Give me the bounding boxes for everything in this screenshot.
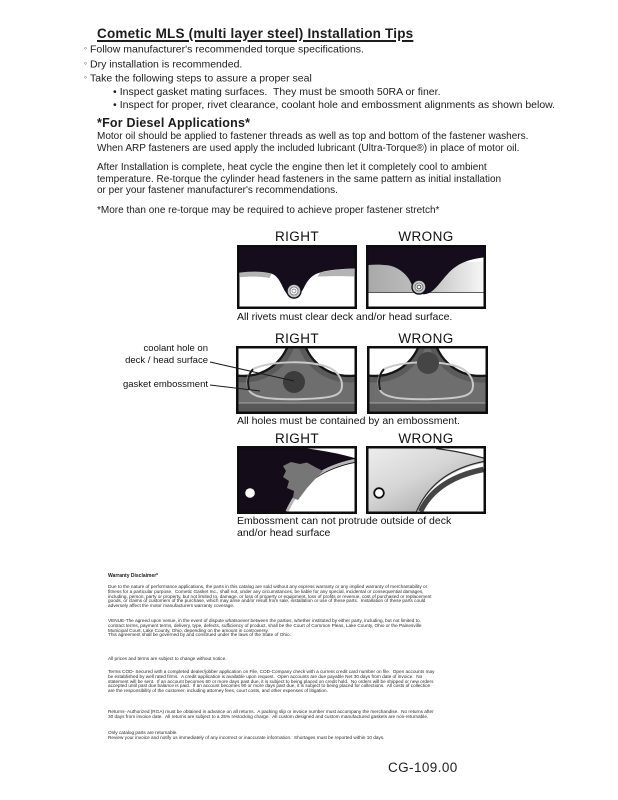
legal-line: including, person, party or property, but not limited to, damage, or loss of property or equipment, loss of profits or revenue, cost of purchased or replacement <box>108 593 432 599</box>
coolant-hole-label <box>98 343 208 366</box>
paragraph-line: temperature. Re-torque the cylinder head fasteners in the same pattern as initial installation <box>97 173 502 185</box>
diagram-embossment-wrong <box>366 446 486 514</box>
legal-line: fitness for a particular purpose. Cometic Gasket Inc., shall not, under any circumstances, be liable for any special, incidental or consequential damages, <box>108 588 424 594</box>
legal-line: This agreement shall be governed by and construed under the laws of the State of Ohio. <box>108 632 291 638</box>
legal-paragraph <box>108 731 384 741</box>
bullet-icon: • <box>113 85 117 98</box>
legal-line: Municipal Court, Lake County, Ohio, depending on the amount in controversy. <box>108 627 269 633</box>
legal-line: Only catalog parts are returnable. <box>108 730 178 735</box>
list-item-text: Dry installation is recommended. <box>90 58 243 70</box>
diagram-rivet-right <box>237 245 357 309</box>
legal-line: are the responsibility of the customer, including attorney fees, court costs, and other expenses of litigation. <box>108 688 328 694</box>
paragraph-line: or per your fastener manufacturer's recommendations. <box>97 185 338 196</box>
list-item <box>84 57 555 72</box>
paragraph-line: Motor oil should be applied to fastener threads as well as top and bottom of the fastener washers. <box>97 131 529 142</box>
legal-line: goods, or claims of customers of the purchase, which may arise and/or result from sale, installation or use of these parts. Installation of these parts could <box>108 598 426 604</box>
legal-line: statement will be sent. If an account becomes 60 or more days past due, it is subject to being placed on credit hold. No orders will be shipped or new orders <box>108 678 434 684</box>
wrong-label: WRONG <box>398 431 454 446</box>
label-line: coolant hole on <box>143 343 208 354</box>
legal-line: VENUE-The agreed upon venue, in the event of dispute whatsoever between the parties, whether instituted by either party, including, but not limited to, <box>108 618 421 623</box>
wrong-label: WRONG <box>398 331 454 346</box>
legal-line: Returns- Authorized (RGA) must be obtained in advance on all returns. A packing slip or invoice number must accompany the merchandise. No returns after <box>108 709 434 714</box>
list-item-text: Follow manufacturer's recommended torque specifications. <box>90 43 364 56</box>
installation-tips-list <box>84 42 555 112</box>
legal-line: 30 days from invoice date. All returns are subject to a 25% restocking charge. All custom designed and custom manufactured gaskets are non-returnable. <box>108 713 429 719</box>
list-item-text: Inspect gasket mating surfaces. They must be smooth 50RA or finer. <box>119 85 441 98</box>
list-item <box>84 71 555 86</box>
legal-line: Terms COD- Secured with a completed dealer/jobber application on File, COD-Company check with a current credit card number on file. Open accounts may <box>108 669 435 674</box>
legal-paragraph <box>108 585 432 609</box>
page-title: Cometic MLS (multi layer steel) Installation Tips <box>97 26 414 41</box>
right-label: RIGHT <box>275 229 319 244</box>
legal-line: All prices and terms are subject to change without notice. <box>108 656 227 661</box>
caption-line: Embossment can not protrude outside of deck <box>237 515 452 527</box>
legal-line: be established by well rated firms. A credit application is available upon request. Open accounts are due payable Net 30 days from date of invoice. No <box>108 673 423 679</box>
bullet-icon: ◦ <box>84 43 88 53</box>
legal-line: Review your invoice and notify us immediately of any incorrect or inaccurate information. Shortages must be reported within 10 days. <box>108 734 385 740</box>
caption-line: and/or head surface <box>237 526 331 539</box>
list-item-text: Inspect for proper, rivet clearance, coolant hole and embossment alignments as shown below. <box>119 98 556 111</box>
paragraph-line: When ARP fasteners are used apply the included lubricant (Ultra-Torque®) in place of motor oil. <box>97 142 520 154</box>
diagram-rivet-wrong <box>366 245 486 309</box>
diesel-paragraph-1 <box>97 131 528 154</box>
bullet-icon: • <box>113 98 117 111</box>
diagram-hole-right <box>236 346 357 414</box>
rivet-caption: All rivets must clear deck and/or head surface. <box>237 311 453 323</box>
diesel-paragraph-2 <box>97 162 501 197</box>
paragraph-line: After Installation is complete, heat cycle the engine then let it completely cool to ambient <box>97 162 487 173</box>
legal-paragraph <box>108 710 434 720</box>
legal-line: contract terms, payment terms, delivery, type, defects, sufficiency of product, shall be the Court of Common Pleas, Lake County, Ohio or the Painesville <box>108 622 422 628</box>
legal-paragraph <box>108 670 434 694</box>
wrong-label: WRONG <box>398 229 454 244</box>
hole-caption: All holes must be contained by an embossment. <box>237 415 460 427</box>
warranty-disclaimer-heading: Warranty Disclaimer* <box>108 573 159 579</box>
list-item-text: Take the following steps to assure a proper seal <box>90 72 312 85</box>
legal-paragraph <box>108 619 421 638</box>
legal-line: Due to the nature of performance applications, the parts in this catalog are sold without any express warranty or any implied warranty of merchantability or <box>108 584 428 589</box>
diesel-heading: *For Diesel Applications* <box>97 116 251 130</box>
label-line: deck / head surface <box>125 354 208 366</box>
gasket-embossment-label: gasket embossment <box>122 379 208 390</box>
page-code: CG-109.00 <box>388 760 458 775</box>
bullet-icon: ◦ <box>84 57 88 68</box>
right-label: RIGHT <box>275 431 319 446</box>
embossment-caption <box>237 516 451 539</box>
legal-line: adversely affect the motor manufacturers warranty coverage. <box>108 603 235 609</box>
retorque-note: *More than one re-torque may be required to achieve proper fastener stretch* <box>97 205 440 216</box>
right-label: RIGHT <box>275 331 319 346</box>
diagram-hole-wrong <box>367 346 488 414</box>
list-item <box>84 42 555 57</box>
list-item <box>84 99 555 112</box>
bullet-icon: ◦ <box>84 72 88 82</box>
legal-paragraph <box>108 657 227 662</box>
diagram-embossment-right <box>237 446 357 514</box>
list-item <box>84 86 555 99</box>
legal-line: accepted until past due balance is paid. If an account becomes 90 or more days past due, it is subject to being placed for collections. All costs of collection <box>108 683 431 689</box>
